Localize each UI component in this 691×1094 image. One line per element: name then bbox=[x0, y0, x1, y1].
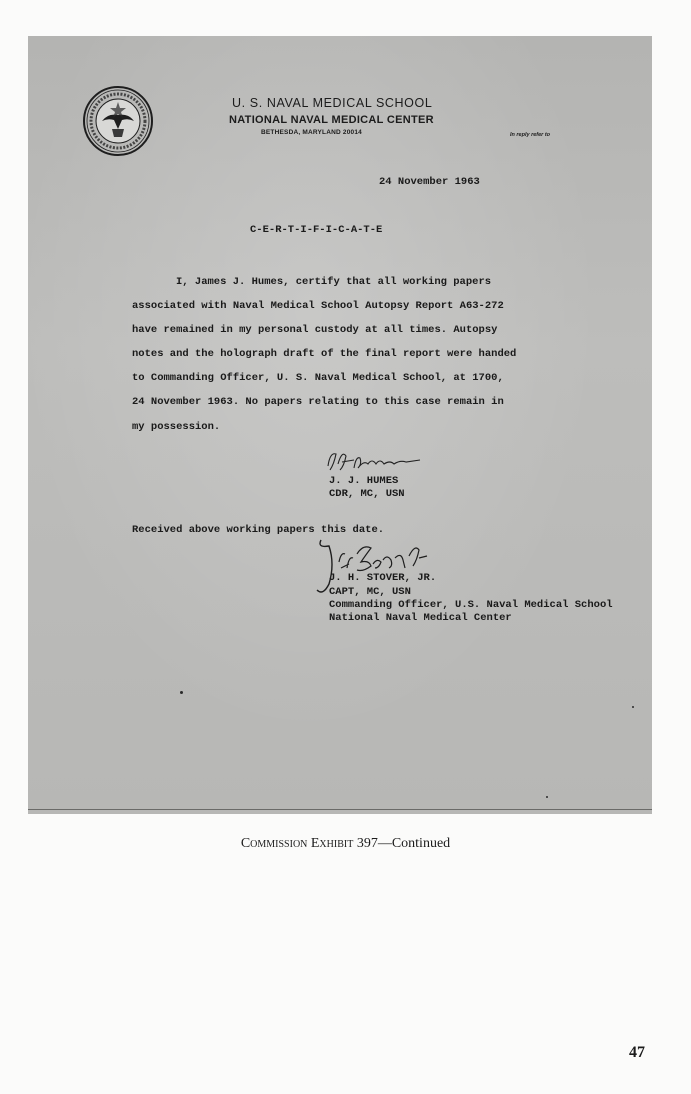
body-line: 24 November 1963. No papers relating to this case remain in bbox=[132, 396, 504, 408]
reply-refer-label: In reply refer to bbox=[510, 132, 551, 138]
body-line: I, James J. Humes, certify that all working papers bbox=[176, 276, 492, 288]
letterhead-address: BETHESDA, MARYLAND 20014 bbox=[261, 129, 362, 136]
body-line: have remained in my personal custody at all times. Autopsy bbox=[132, 324, 498, 336]
body-line: notes and the holograph draft of the final report were handed bbox=[132, 348, 517, 360]
signer2-name: J. H. STOVER, JR. bbox=[329, 572, 437, 584]
page-number: 47 bbox=[629, 1044, 645, 1061]
photo-bottom-edge bbox=[28, 809, 652, 810]
letterhead-line-2: NATIONAL NAVAL MEDICAL CENTER bbox=[229, 114, 434, 126]
speck bbox=[180, 691, 183, 694]
body-line: my possession. bbox=[132, 421, 221, 433]
caption-suffix: —Continued bbox=[377, 836, 451, 851]
exhibit-caption bbox=[0, 836, 691, 852]
letterhead-line-1: U. S. NAVAL MEDICAL SCHOOL bbox=[232, 96, 433, 110]
humes-signature bbox=[320, 446, 430, 476]
document-photo bbox=[28, 36, 652, 814]
signer2-title: Commanding Officer, U.S. Naval Medical School bbox=[329, 599, 613, 611]
speck bbox=[632, 706, 634, 708]
letter-date: 24 November 1963 bbox=[379, 176, 480, 188]
caption-prefix: Commission Exhibit 397 bbox=[240, 836, 378, 851]
body-line: to Commanding Officer, U. S. Naval Medical School, at 1700, bbox=[132, 372, 504, 384]
signer1-title: CDR, MC, USN bbox=[329, 488, 405, 500]
signer2-org: National Naval Medical Center bbox=[329, 612, 512, 624]
body-line: associated with Naval Medical School Autopsy Report A63-272 bbox=[132, 300, 504, 312]
certificate-title: C-E-R-T-I-F-I-C-A-T-E bbox=[250, 224, 383, 236]
speck bbox=[546, 796, 548, 798]
naval-seal-icon bbox=[82, 85, 154, 157]
signer2-rank: CAPT, MC, USN bbox=[329, 586, 411, 598]
signer1-name: J. J. HUMES bbox=[329, 475, 399, 487]
received-statement: Received above working papers this date. bbox=[132, 524, 385, 536]
